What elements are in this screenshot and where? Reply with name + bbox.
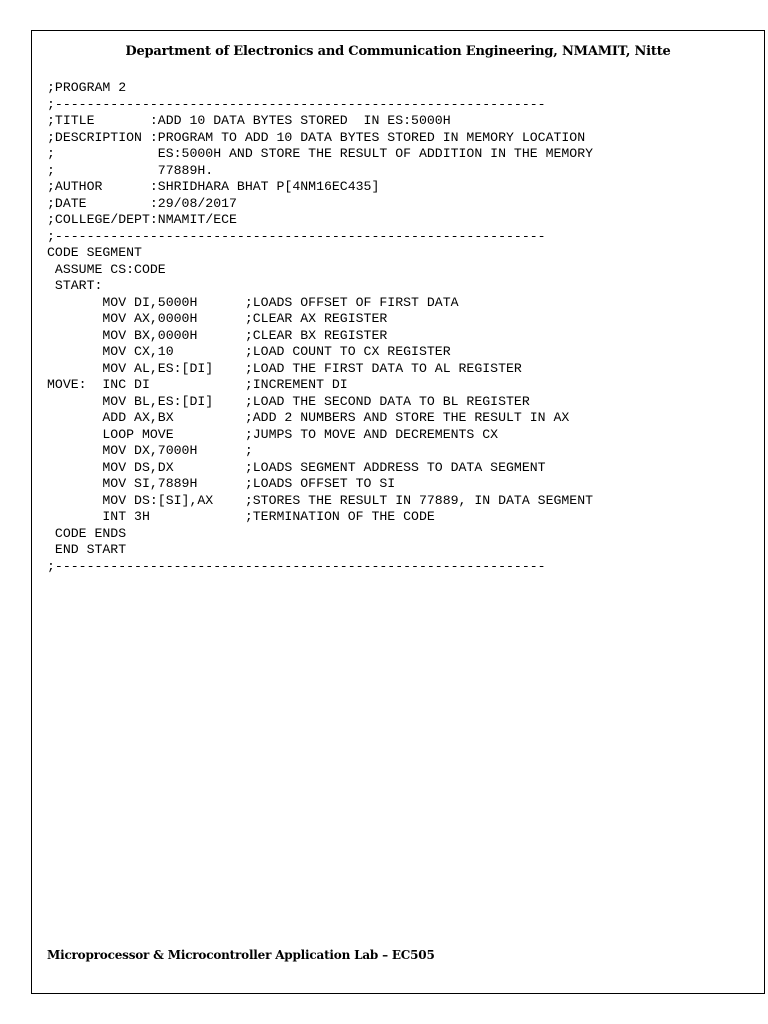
program-listing	[47, 80, 593, 575]
code-line: MOV CX,10 ;LOAD COUNT TO CX REGISTER	[47, 344, 451, 359]
code-line: ;DATE :29/08/2017	[47, 195, 237, 211]
code-line: END START	[47, 542, 127, 557]
code-line: ;PROGRAM 2	[47, 80, 127, 95]
code-line: MOV DI,5000H ;LOADS OFFSET OF FIRST DATA	[47, 294, 459, 310]
code-line: MOV BL,ES:[DI] ;LOAD THE SECOND DATA TO BL REGISTER	[47, 393, 530, 409]
code-line: ADD AX,BX ;ADD 2 NUMBERS AND STORE THE RESULT IN AX	[47, 410, 570, 425]
code-line: MOV SI,7889H ;LOADS OFFSET TO SI	[47, 476, 396, 491]
code-line: MOV AL,ES:[DI] ;LOAD THE FIRST DATA TO AL REGISTER	[47, 360, 522, 376]
lab-footer: Microprocessor & Microcontroller Application Lab – EC505	[47, 948, 435, 962]
department-header: Department of Electronics and Communication Engineering, NMAMIT, Nitte	[125, 44, 671, 59]
code-line: START:	[47, 278, 103, 293]
code-line: ; ES:5000H AND STORE THE RESULT OF ADDITION IN THE MEMORY	[47, 146, 594, 161]
code-line: MOV DS,DX ;LOADS SEGMENT ADDRESS TO DATA SEGMENT	[47, 459, 546, 475]
code-line: INT 3H ;TERMINATION OF THE CODE	[47, 509, 435, 524]
code-line: MOV AX,0000H ;CLEAR AX REGISTER	[47, 311, 388, 326]
code-line: ;--------------------------------------------------------------	[47, 558, 546, 574]
code-line: LOOP MOVE ;JUMPS TO MOVE AND DECREMENTS CX	[47, 426, 499, 442]
code-line: ;--------------------------------------------------------------	[47, 96, 546, 112]
code-line: ;AUTHOR :SHRIDHARA BHAT P[4NM16EC435]	[47, 179, 380, 194]
code-line: ;DESCRIPTION :PROGRAM TO ADD 10 DATA BYTES STORED IN MEMORY LOCATION	[47, 129, 586, 145]
code-line: MOVE: INC DI ;INCREMENT DI	[47, 377, 348, 392]
code-line: ASSUME CS:CODE	[47, 261, 166, 277]
code-line: CODE SEGMENT	[47, 245, 142, 260]
code-line: MOV DS:[SI],AX ;STORES THE RESULT IN 77889, IN DATA SEGMENT	[47, 492, 594, 508]
code-line: MOV DX,7000H ;	[47, 443, 253, 458]
code-line: MOV BX,0000H ;CLEAR BX REGISTER	[47, 327, 388, 343]
code-line: ;COLLEGE/DEPT:NMAMIT/ECE	[47, 212, 237, 227]
code-line: ;--------------------------------------------------------------	[47, 228, 546, 244]
code-line: CODE ENDS	[47, 525, 127, 541]
code-line: ; 77889H.	[47, 162, 214, 178]
code-line: ;TITLE :ADD 10 DATA BYTES STORED IN ES:5000H	[47, 113, 451, 128]
